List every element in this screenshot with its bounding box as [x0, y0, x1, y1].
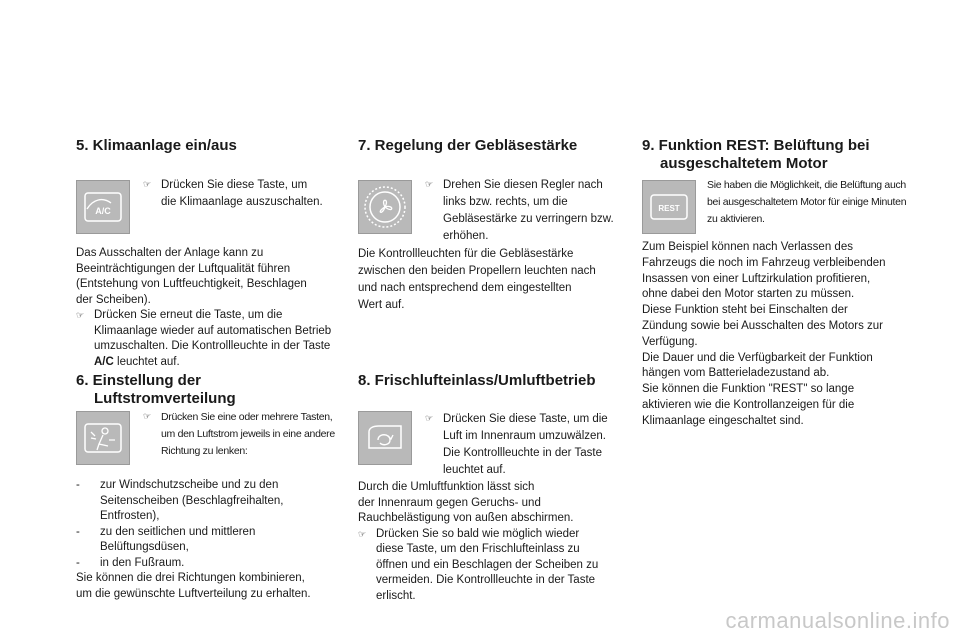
section-8-instruction: ☞ Drücken Sie diese Taste, um die Luft im Innenraum umzuwälzen. Die Kontrollleuchte in der Taste leuchtet auf.	[425, 411, 625, 479]
section-8-paragraph: Durch die Umluftfunktion lässt sich der Innenraum gegen Geruchs- und Rauchbelästigung von außen abschirmen. ☞ Drücken Sie so bald wie möglich wieder diese Taste, um den Frischlufteinlass zu öffnen und ein Beschlagen der Scheiben zu vermeiden. Die Kontrollleuchte in der Taste erlischt.	[358, 480, 608, 604]
section-6-closing: Sie können die drei Richtungen kombinieren, um die gewünschte Luftverteilung zu erhalten.	[76, 572, 311, 600]
rest-button-icon	[642, 180, 696, 234]
watermark: carmanualsonline.info	[725, 608, 950, 633]
section-9-paragraph: Zum Beispiel können nach Verlassen des Fahrzeugs die noch im Fahrzeug verbleibenden Insassen von einer Luftzirkulation profitieren, ohne dabei den Motor starten zu müssen. Diese Funktion steht bei Einschalten der Zündung sowie bei Ausschalten des Motors zur Verfügung. Die Dauer und die Verfügbarkeit der Funktion hängen vom Batterieladezustand ab. Sie können die Funktion "REST" so lange aktivieren wie die Kontrollanzeigen für die Klimaanlage eingeschaltet sind.	[642, 241, 886, 427]
section-7-title: 7. Regelung der Gebläsestärke	[358, 137, 578, 154]
section-5-instruction: ☞ Drücken Sie diese Taste, um die Klimaanlage auszuschalten.	[143, 177, 323, 211]
section-5-title: 5. Klimaanlage ein/aus	[76, 137, 237, 154]
hand-pointer-icon: ☞	[76, 310, 85, 320]
hand-pointer-icon: ☞	[425, 413, 434, 423]
hand-pointer-icon: ☞	[358, 528, 367, 539]
section-8-title: 8. Frischlufteinlass/Umluftbetrieb	[358, 372, 596, 389]
hand-pointer-icon: ☞	[143, 411, 151, 421]
section-9-title: 9. Funktion REST: Belüftung bei ausgeschaltetem Motor	[642, 137, 870, 172]
air-distribution-button-icon	[76, 411, 130, 465]
list-item: - in den Fußraum.	[76, 556, 185, 569]
rest-icon-label: REST	[658, 204, 680, 213]
section-7-paragraph: Die Kontrollleuchten für die Gebläsestärke zwischen den beiden Propellern leuchten nach und nach entsprechend dem eingestellten Wert auf.	[358, 248, 596, 311]
section-5-paragraph: Das Ausschalten der Anlage kann zu Beeinträchtigungen der Luftqualität führen (Entstehung von Luftfeuchtigkeit, Beschlagen der Scheiben). ☞ Drücken Sie erneut die Taste, um die Klimaanlage wieder auf automatischen Betrieb umzuschalten. Die Kontrollleuchte in der Taste A/C leuchtet auf.	[76, 246, 336, 370]
recirculation-button-icon	[358, 411, 412, 465]
section-6-instruction: ☞ Drücken Sie eine oder mehrere Tasten, um den Luftstrom jeweils in eine andere Richtung zu lenken:	[143, 409, 338, 460]
hand-pointer-icon: ☞	[425, 179, 434, 189]
list-item: - zu den seitlichen und mittleren Belüftungsdüsen,	[76, 525, 256, 553]
fan-speed-dial-icon	[358, 180, 412, 234]
section-6-list	[76, 478, 336, 602]
ac-button-icon	[76, 180, 130, 234]
list-item: - zur Windschutzscheibe und zu den Seitenscheiben (Beschlagfreihalten, Entfrosten),	[76, 479, 284, 522]
section-9-instruction: Sie haben die Möglichkeit, die Belüftung auch bei ausgeschaltetem Motor für einige Minuten zu aktivieren.	[707, 179, 907, 225]
section-7-instruction: ☞ Drehen Sie diesen Regler nach links bzw. rechts, um die Gebläsestärke zu verringern bzw. erhöhen.	[425, 177, 620, 245]
hand-pointer-icon: ☞	[143, 179, 152, 189]
ac-icon-label: A/C	[95, 206, 111, 216]
section-6-title: 6. Einstellung der Luftstromverteilung	[76, 372, 236, 407]
